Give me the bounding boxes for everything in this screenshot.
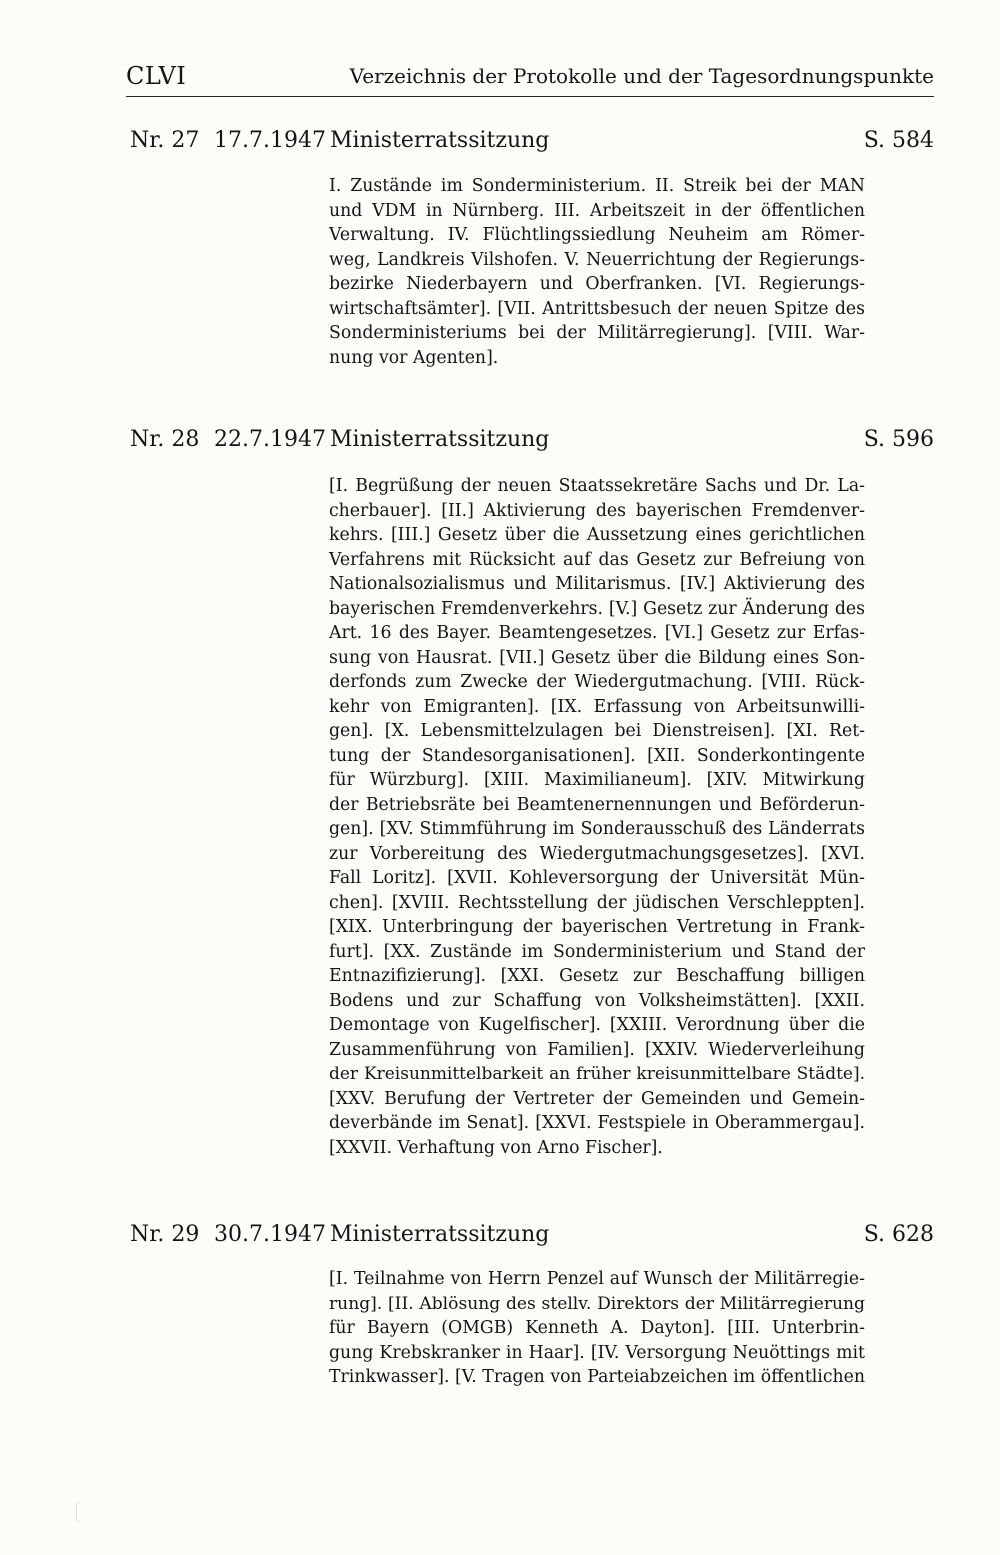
agenda-line: [XXV. Berufung der Vertreter der Gemeinden und Gemein- (329, 1088, 865, 1109)
entry-title: Ministerratssitzung (330, 128, 550, 153)
entry-page-ref: S. 584 (863, 128, 934, 153)
entry-heading (130, 128, 934, 160)
running-title: Verzeichnis der Protokolle und der Tagesordnungspunkte (349, 64, 934, 88)
entry-number: Nr. 29 (130, 1222, 200, 1247)
agenda-line: [I. Begrüßung der neuen Staatssekretäre Sachs und Dr. La- (329, 476, 865, 496)
entry-heading (130, 427, 934, 459)
agenda-line: sung von Hausrat. [VII.] Gesetz über die Bildung eines Son- (329, 647, 865, 668)
agenda-line: chen]. [XVIII. Rechtsstellung der jüdischen Verschleppten]. (329, 892, 865, 913)
agenda-line: Demontage von Kugelfischer]. [XXIII. Verordnung über die (329, 1015, 865, 1035)
agenda-line: zur Vorbereitung des Wiedergutmachungsgesetzes]. [XVI. (329, 843, 865, 864)
page-number: CLVI (126, 62, 187, 90)
agenda-line: derfonds zum Zwecke der Wiedergutmachung. [VIII. Rück- (329, 672, 865, 692)
entry-agenda (329, 474, 865, 1160)
agenda-line: Entnazifizierung]. [XXI. Gesetz zur Beschaffung billigen (329, 966, 865, 986)
agenda-line: bezirke Niederbayern und Oberfranken. [VI. Regierungs- (329, 274, 865, 294)
agenda-line: I. Zustände im Sonderministerium. II. Streik bei der MAN (329, 176, 865, 196)
agenda-line: furt]. [XX. Zustände im Sonderministerium und Stand der (329, 941, 865, 962)
entry-heading (130, 1222, 934, 1254)
agenda-line: Bodens und zur Schaffung von Volksheimstätten]. [XXII. (329, 990, 865, 1011)
agenda-line: weg, Landkreis Vilshofen. V. Neuerrichtung der Regierungs- (329, 249, 865, 270)
agenda-line: für Bayern (OMGB) Kenneth A. Dayton]. [III. Unterbrin- (329, 1318, 865, 1338)
agenda-line: gung Krebskranker in Haar]. [IV. Versorgung Neuöttings mit (329, 1342, 865, 1363)
agenda-line: gen]. [XV. Stimmführung im Sonderausschuß des Länderrats (329, 819, 865, 839)
entry-page-ref: S. 628 (863, 1222, 934, 1247)
agenda-line: Sonderministeriums bei der Militärregierung]. [VIII. War- (329, 323, 865, 343)
paper-mark (76, 1500, 89, 1524)
entry-number: Nr. 27 (130, 128, 200, 153)
agenda-line: wirtschaftsämter]. [VII. Antrittsbesuch der neuen Spitze des (329, 298, 865, 319)
page-header (126, 62, 934, 92)
agenda-line: [XIX. Unterbringung der bayerischen Vertretung in Frank- (329, 917, 865, 937)
agenda-line: kehrs. [III.] Gesetz über die Aussetzung eines gerichtlichen (329, 525, 865, 545)
entry-agenda (329, 1267, 865, 1390)
agenda-line: Verfahrens mit Rücksicht auf das Gesetz zur Befreiung von (329, 549, 865, 570)
agenda-line: [I. Teilnahme von Herrn Penzel auf Wunsch der Militärregie- (329, 1269, 865, 1289)
agenda-line: und VDM in Nürnberg. III. Arbeitszeit in der öffentlichen (329, 200, 865, 221)
agenda-line: Fall Loritz]. [XVII. Kohleversorgung der Universität Mün- (329, 868, 865, 888)
agenda-line: tung der Standesorganisationen]. [XII. Sonderkontingente (329, 745, 865, 766)
agenda-line: bayerischen Fremdenverkehrs. [V.] Gesetz zur Änderung des (329, 598, 865, 619)
agenda-line: cherbauer]. [II.] Aktivierung des bayerischen Fremdenver- (329, 500, 865, 521)
entry-title: Ministerratssitzung (330, 427, 550, 452)
entry-page-ref: S. 596 (863, 427, 934, 452)
agenda-line: der Betriebsräte bei Beamtenernennungen und Beförderun- (329, 794, 865, 815)
agenda-line: für Würzburg]. [XIII. Maximilianeum]. [XIV. Mitwirkung (329, 770, 865, 790)
agenda-line: rung]. [II. Ablösung des stellv. Direktors der Militärregierung (329, 1293, 865, 1314)
agenda-line: Zusammenführung von Familien]. [XXIV. Wiederverleihung (329, 1039, 865, 1060)
entry-date: 30.7.1947 (214, 1222, 326, 1247)
agenda-line: [XXVII. Verhaftung von Arno Fischer]. (329, 1137, 663, 1158)
agenda-line: kehr von Emigranten]. [IX. Erfassung von Arbeitsunwilli- (329, 696, 865, 717)
agenda-line: Art. 16 des Bayer. Beamtengesetzes. [VI.] Gesetz zur Erfas- (329, 623, 865, 643)
agenda-line: gen]. [X. Lebensmittelzulagen bei Dienstreisen]. [XI. Ret- (329, 721, 865, 741)
agenda-line: Nationalsozialismus und Militarismus. [IV.] Aktivierung des (329, 574, 865, 594)
header-rule (126, 96, 934, 97)
entry-date: 22.7.1947 (214, 427, 326, 452)
agenda-line: Trinkwasser]. [V. Tragen von Parteiabzeichen im öffentlichen (329, 1367, 865, 1387)
entry-agenda (329, 174, 865, 370)
entry-date: 17.7.1947 (214, 128, 326, 153)
entry-number: Nr. 28 (130, 427, 200, 452)
entry-title: Ministerratssitzung (330, 1222, 550, 1247)
agenda-line: Verwaltung. IV. Flüchtlingssiedlung Neuheim am Römer- (329, 225, 865, 245)
agenda-line: nung vor Agenten]. (329, 347, 499, 368)
agenda-line: deverbände im Senat]. [XXVI. Festspiele in Oberammergau]. (329, 1113, 865, 1133)
agenda-line: der Kreisunmittelbarkeit an früher kreisunmittelbare Städte]. (329, 1064, 865, 1084)
